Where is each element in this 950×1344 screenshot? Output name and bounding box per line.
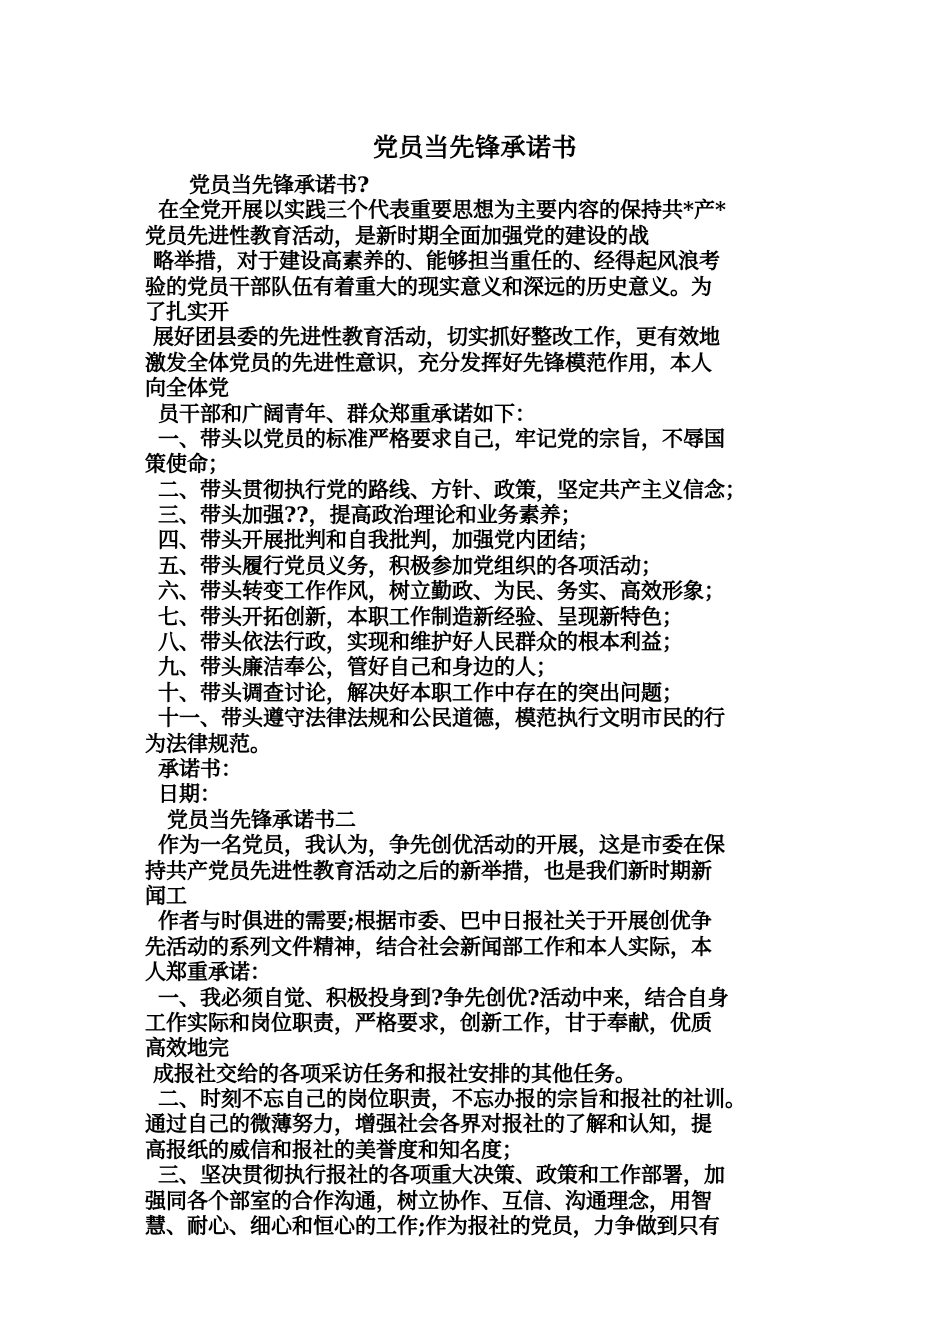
pledge-item: 十、带头调查讨论，解决好本职工作中存在的突出问题；	[158, 679, 683, 705]
text-line: 通过自己的微薄努力，增强社会各界对报社的了解和认知，提	[145, 1111, 712, 1137]
document-title: 党员当先锋承诺书	[372, 133, 577, 162]
text-line: 验的党员干部队伍有着重大的现实意义和深远的历史意义。为	[145, 273, 712, 299]
text-line: 策使命；	[145, 451, 229, 477]
signature-label: 承诺书：	[158, 755, 242, 781]
date-label: 日期：	[158, 781, 221, 807]
text-line: 持共产党员先进性教育活动之后的新举措，也是我们新时期新	[145, 857, 712, 883]
text-line: 员干部和广阔青年、群众郑重承诺如下：	[158, 400, 536, 426]
section-heading: 党员当先锋承诺书二	[167, 806, 356, 832]
pledge-item: 一、带头以党员的标准严格要求自己，牢记党的宗旨，不辱国	[158, 425, 725, 451]
text-line: 党员先进性教育活动，是新时期全面加强党的建设的战	[145, 222, 649, 248]
pledge-item: 三、带头加强??，提高政治理论和业务素养；	[158, 502, 582, 528]
text-line: 先活动的系列文件精神，结合社会新闻部工作和本人实际，本	[145, 933, 712, 959]
text-line: 展好团县委的先进性教育活动，切实抓好整改工作，更有效地	[153, 324, 720, 350]
text-line: 向全体党	[145, 375, 229, 401]
text-line: 强同各个部室的合作沟通，树立协作、互信、沟通理念，用智	[145, 1187, 712, 1213]
text-line: 作为一名党员，我认为，争先创优活动的开展，这是市委在保	[158, 832, 725, 858]
text-line: 了扎实开	[145, 298, 229, 324]
pledge-item: 四、带头开展批判和自我批判，加强党内团结；	[158, 527, 599, 553]
text-line: 作者与时俱进的需要;根据市委、巴中日报社关于开展创优争	[158, 908, 712, 934]
text-line: 慧、耐心、细心和恒心的工作;作为报社的党员，力争做到只有	[145, 1213, 720, 1239]
text-line: 成报社交给的各项采访任务和报社安排的其他任务。	[153, 1060, 636, 1086]
pledge-item: 三、坚决贯彻执行报社的各项重大决策、政策和工作部署，加	[158, 1162, 725, 1188]
pledge-item: 十一、带头遵守法律法规和公民道德，模范执行文明市民的行	[158, 705, 725, 731]
section-heading: 党员当先锋承诺书?	[189, 172, 370, 197]
pledge-item: 九、带头廉洁奉公，管好自己和身边的人；	[158, 654, 557, 680]
pledge-item: 七、带头开拓创新，本职工作制造新经验、呈现新特色；	[158, 603, 683, 629]
text-line: 高效地完	[145, 1035, 229, 1061]
pledge-item: 二、时刻不忘自己的岗位职责，不忘办报的宗旨和报社的社训。	[158, 1086, 746, 1112]
text-line: 激发全体党员的先进性意识，充分发挥好先锋模范作用，本人	[145, 349, 712, 375]
text-line: 闻工	[145, 882, 187, 908]
pledge-item: 六、带头转变工作作风，树立勤政、为民、务实、高效形象；	[158, 578, 725, 604]
text-line: 为法律规范。	[145, 730, 271, 756]
pledge-item: 一、我必须自觉、积极投身到?争先创优?活动中来，结合自身	[158, 984, 729, 1010]
text-line: 工作实际和岗位职责，严格要求，创新工作，甘于奉献，优质	[145, 1009, 712, 1035]
pledge-item: 八、带头依法行政，实现和维护好人民群众的根本利益；	[158, 629, 683, 655]
text-line: 略举措，对于建设高素养的、能够担当重任的、经得起风浪考	[153, 248, 720, 274]
text-line: 高报纸的威信和报社的美誉度和知名度；	[145, 1136, 523, 1162]
pledge-item: 二、带头贯彻执行党的路线、方针、政策，坚定共产主义信念；	[158, 476, 746, 502]
text-line: 人郑重承诺：	[145, 959, 271, 985]
text-line: 在全党开展以实践三个代表重要思想为主要内容的保持共*产*	[158, 197, 726, 223]
pledge-item: 五、带头履行党员义务，积极参加党组织的各项活动；	[158, 552, 662, 578]
document-body	[145, 172, 835, 1238]
